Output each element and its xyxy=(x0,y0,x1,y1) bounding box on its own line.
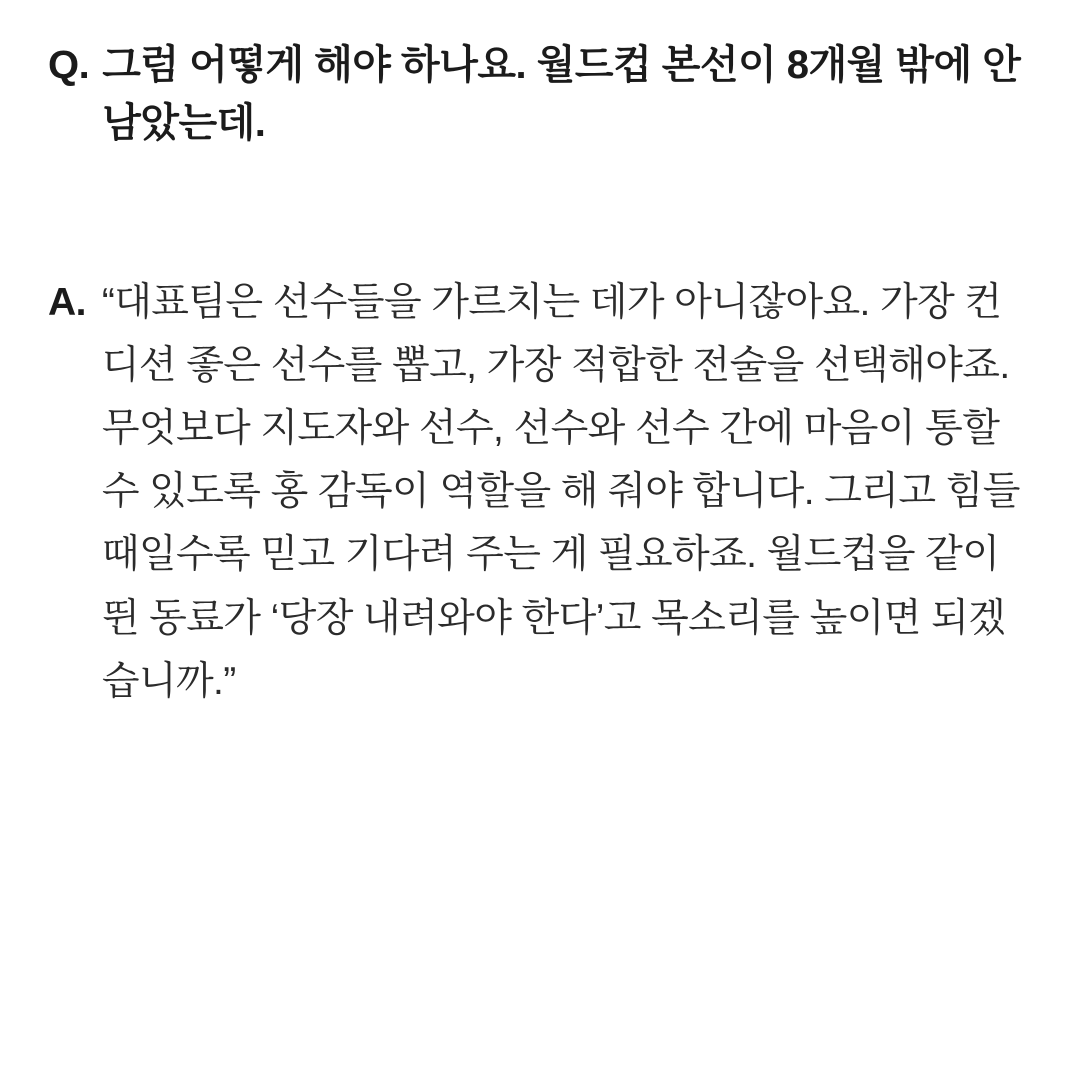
question-block xyxy=(48,36,1026,153)
answer-marker: A. xyxy=(48,280,86,324)
answer-block xyxy=(48,271,1031,713)
question-text: 그럼 어떻게 해야 하나요. 월드컵 본선이 8개월 밖에 안 남았는데. xyxy=(102,43,1021,146)
question-marker: Q. xyxy=(48,43,90,87)
answer-text: “대표팀은 선수들을 가르치는 데가 아니잖아요. 가장 컨디션 좋은 선수를 뽑고, 가장 적합한 전술을 선택해야죠. 무엇보다 지도자와 선수, 선수와 선수 간에 마음이 통할 수 있도록 홍 감독이 역할을 해 줘야 합니다. 그리고 힘들 때일수록 믿고 기다려 주는 게 필요하죠. 월드컵을 같이 뛴 동료가 ‘당장 내려와야 한다’고 목소리를 높이면 되겠습니까.” xyxy=(101,280,1031,703)
question-row xyxy=(48,36,1026,153)
answer-row xyxy=(48,271,1031,713)
qa-spacer xyxy=(48,153,1026,271)
